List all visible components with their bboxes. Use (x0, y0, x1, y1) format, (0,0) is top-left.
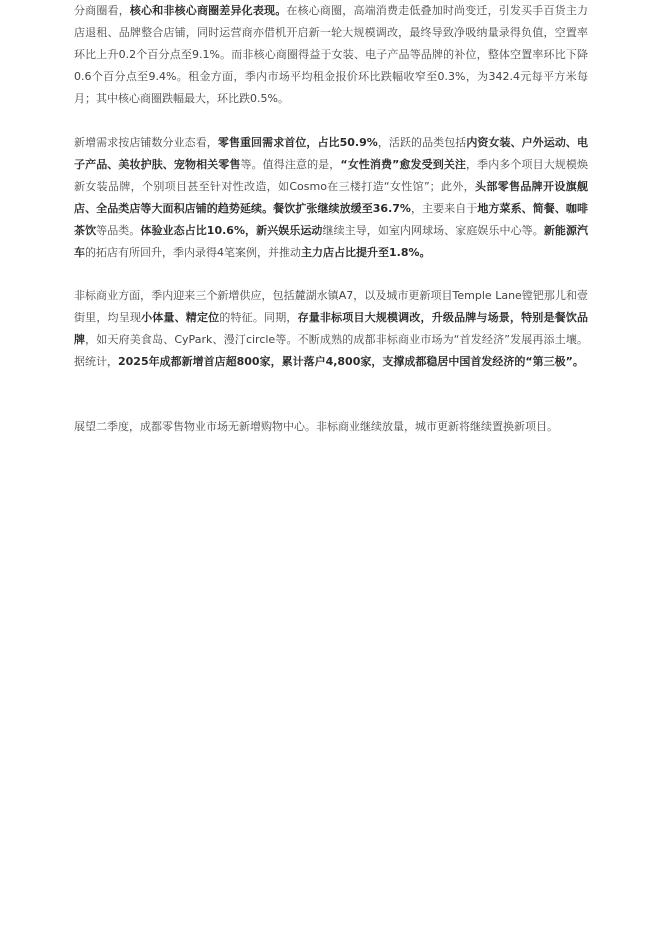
emphasis-text: 零售重回需求首位，占比50.9% (217, 136, 378, 149)
emphasis-text: 头部零售品牌开设旗舰店、全品类店等大面积店铺的趋势延续。餐饮扩张继续放缓至36.7% (74, 180, 589, 215)
body-text: 的拓店有所回升，季内录得4笔案例，并推动 (85, 246, 301, 259)
emphasis-text: “女性消费”愈发受到关注 (340, 158, 467, 171)
body-text: ，主要来自于 (410, 202, 478, 215)
body-text: ，活跃的品类包括 (377, 136, 467, 149)
emphasis-text: 存量非标项目大规模调改，升级品牌与场景，特别是餐饮品牌 (74, 311, 589, 346)
paragraph-nonstandard-retail (74, 285, 588, 373)
paragraph-new-demand-by-sector (74, 132, 588, 264)
emphasis-text: 主力店占比提升至1.8%。 (301, 246, 431, 259)
body-text: 新增需求按店铺数分业态看， (74, 136, 218, 149)
body-text: 展望二季度，成都零售物业市场无新增购物中心。非标商业继续放量，城市更新将继续置换新项目。 (74, 420, 558, 433)
emphasis-text: 2025年成都新增首店超800家，累计落户4,800家，支撑成都稳居中国首发经济的“第三极”。 (118, 355, 584, 368)
emphasis-text: 地方菜系、简餐、咖啡茶饮 (74, 202, 588, 237)
emphasis-text: 新能源汽车 (74, 224, 589, 259)
paragraph-market-by-district (74, 0, 588, 110)
emphasis-text: 内资女装、户外运动、电子产品、美妆护肤、宠物相关零售 (74, 136, 589, 171)
body-text: 等。值得注意的是， (240, 158, 341, 171)
body-text: 继续主导，如室内网球场、家庭娱乐中心等。 (322, 224, 544, 237)
emphasis-text: 小体量、精定位 (141, 311, 220, 324)
body-text: 的特征。同期， (219, 311, 298, 324)
emphasis-text: 体验业态占比10.6%，新兴娱乐运动 (140, 224, 323, 237)
body-text: 非标商业方面，季内迎来三个新增供应，包括麓湖水镇A7，以及城市更新项目Temple Lane镗钯那儿和壹街里，均呈现 (74, 289, 588, 324)
body-text: ，如天府美食岛、CyPark、漫汀circle等。不断成熟的成都非标商业市场为“首发经济”发展再添土壤。据统计， (74, 333, 588, 368)
body-text: 分商圈看， (74, 4, 130, 17)
paragraph-outlook (74, 416, 558, 438)
body-text: 等品类。 (96, 224, 141, 237)
emphasis-text: 核心和非核心商圈差异化表现。 (129, 4, 287, 17)
body-text: 在核心商圈，高端消费走低叠加时尚变迁，引发买手百货主力店退租、品牌整合店铺，同时运营商亦借机开启新一轮大规模调改，最终导致净吸纳量录得负值，空置率环比上升0.2个百分点至9.1%。而非核心商圈得益于女装、电子产品等品牌的补位，整体空置率环比下降0.6个百分点至9.4%。租金方面，季内市场平均租金报价环比跌幅收窄至0.3%，为342.4元每平方米每月；其中核心商圈跌幅最大，环比跌0.5%。 (74, 4, 589, 105)
body-text: ，季内多个项目大规模焕新女装品牌，个别项目甚至针对性改造，如Cosmo在三楼打造“女性馆”；此外， (74, 158, 589, 193)
